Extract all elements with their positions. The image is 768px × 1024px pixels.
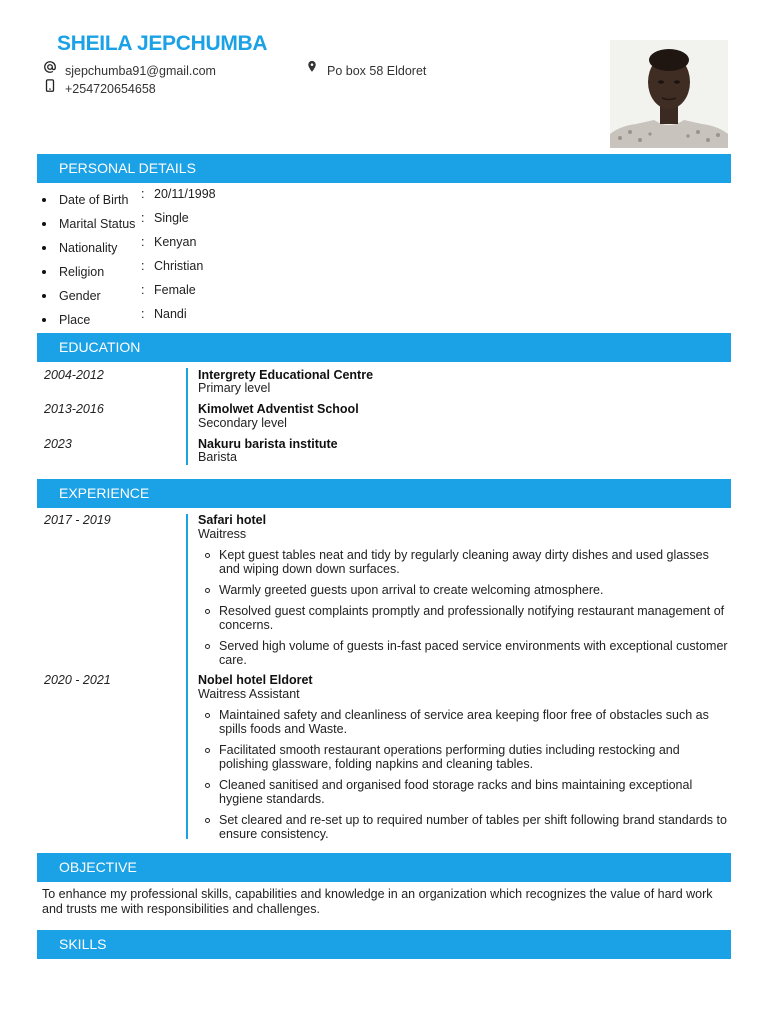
phone-contact <box>43 80 243 96</box>
education-institution: Intergrety Educational Centre <box>198 368 374 382</box>
experience-timeline-line <box>186 514 188 839</box>
colon: : <box>141 307 145 321</box>
detail-value: Kenyan <box>154 235 197 249</box>
education-level: Barista <box>198 450 237 464</box>
bullet <box>42 318 46 322</box>
duty-item: Set cleared and re-set up to required number of tables per shift following brand standards to ensure consistency. <box>219 813 731 841</box>
email-contact <box>43 62 243 78</box>
detail-label: Date of Birth <box>59 193 129 207</box>
detail-value: Female <box>154 283 196 297</box>
email-text: sjepchumba91@gmail.com <box>65 64 216 78</box>
bullet <box>42 270 46 274</box>
experience-employer: Safari hotel <box>198 513 267 527</box>
address-text: Po box 58 Eldoret <box>327 64 427 78</box>
candidate-name: SHEILA JEPCHUMBA <box>57 32 268 55</box>
detail-label: Religion <box>59 265 105 279</box>
objective-text: To enhance my professional skills, capabilities and knowledge in an organization which recognizes the value of hard work and trusts me with responsibilities and challenges. <box>42 887 713 916</box>
colon: : <box>141 187 145 201</box>
duty-item: Resolved guest complaints promptly and professionally notifying restaurant management of concerns. <box>219 604 731 632</box>
duty-item: Facilitated smooth restaurant operations performing duties including restocking and polishing glassware, folding napkins and cleaning tables. <box>219 743 731 771</box>
phone-text: +254720654658 <box>65 82 156 96</box>
detail-label: Marital Status <box>59 217 136 231</box>
objective-heading: OBJECTIVE <box>37 853 731 882</box>
personal-details-heading: PERSONAL DETAILS <box>37 154 731 183</box>
experience-duties-list <box>219 708 731 848</box>
bullet <box>42 198 46 202</box>
education-heading: EDUCATION <box>37 333 731 362</box>
colon: : <box>141 235 145 249</box>
education-date: 2004-2012 <box>44 368 104 382</box>
duty-item: Warmly greeted guests upon arrival to create welcoming atmosphere. <box>219 583 731 597</box>
experience-employer: Nobel hotel Eldoret <box>198 673 313 687</box>
colon: : <box>141 211 145 225</box>
bullet <box>42 294 46 298</box>
detail-value: Single <box>154 211 189 225</box>
education-institution: Nakuru barista institute <box>198 437 338 451</box>
bullet <box>42 246 46 250</box>
mobile-phone-icon <box>43 79 57 93</box>
experience-date: 2017 - 2019 <box>44 513 111 527</box>
experience-role: Waitress <box>198 527 247 541</box>
detail-value: 20/11/1998 <box>154 187 216 201</box>
colon: : <box>141 259 145 273</box>
experience-date: 2020 - 2021 <box>44 673 111 687</box>
experience-duties-list <box>219 548 731 674</box>
skills-heading: SKILLS <box>37 930 731 959</box>
profile-photo <box>610 40 728 148</box>
experience-role: Waitress Assistant <box>198 687 300 701</box>
map-pin-icon <box>305 60 319 74</box>
detail-value: Christian <box>154 259 204 273</box>
experience-heading: EXPERIENCE <box>37 479 731 508</box>
education-level: Primary level <box>198 381 271 395</box>
detail-label: Gender <box>59 289 101 303</box>
address-contact <box>305 62 505 78</box>
education-timeline-line <box>186 368 188 465</box>
duty-item: Maintained safety and cleanliness of service area keeping floor free of obstacles such as spills foods and Waste. <box>219 708 731 736</box>
detail-label: Nationality <box>59 241 118 255</box>
duty-item: Served high volume of guests in-fast paced service environments with exceptional customer care. <box>219 639 731 667</box>
education-institution: Kimolwet Adventist School <box>198 402 359 416</box>
at-icon <box>43 60 57 74</box>
duty-item: Kept guest tables neat and tidy by regularly cleaning away dirty dishes and used glasses and wiping down down surfaces. <box>219 548 731 576</box>
colon: : <box>141 283 145 297</box>
education-date: 2023 <box>44 437 72 451</box>
detail-value: Nandi <box>154 307 187 321</box>
education-level: Secondary level <box>198 416 287 430</box>
education-date: 2013-2016 <box>44 402 104 416</box>
duty-item: Cleaned sanitised and organised food storage racks and bins maintaining exceptional hygiene standards. <box>219 778 731 806</box>
detail-label: Place <box>59 313 91 327</box>
bullet <box>42 222 46 226</box>
